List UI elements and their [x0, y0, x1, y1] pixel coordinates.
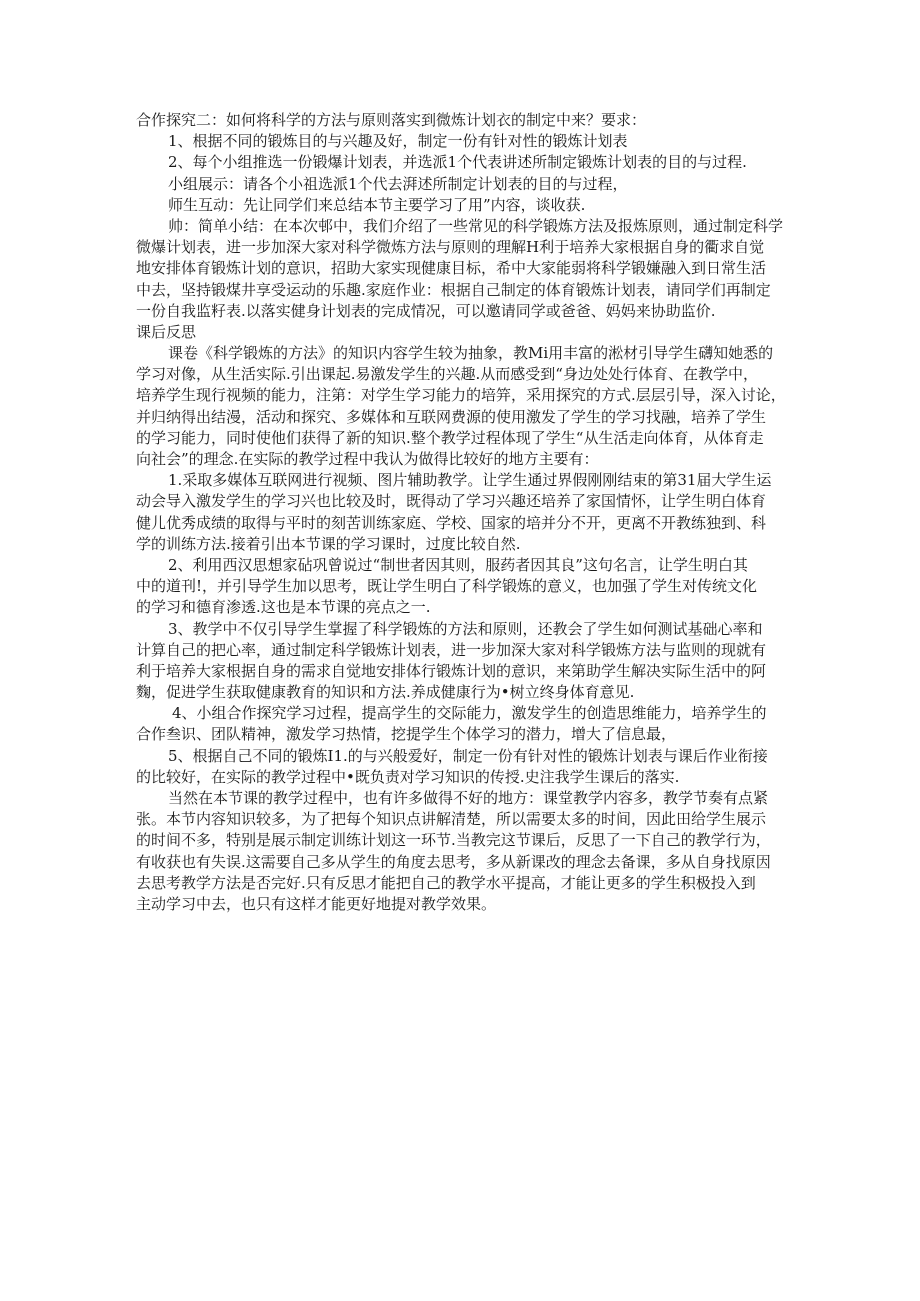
text-line: 2、每个小组推选一份锻爆计划表，并选派1个代表讲述所制定锻炼计划表的目的与过程.: [168, 153, 747, 172]
text-line: 健儿优秀成绩的取得与平时的刻苦训练家庭、学校、国家的培并分不开，更离不开教练独到、科: [136, 513, 767, 532]
text-line: 5、根据自己不同的锻炼I1.的与兴般爱好，制定一份有针对性的锻炼计划表与课后作业衔接: [168, 746, 768, 765]
text-line: 中的道刊!，并引导学生加以思考，既让学生明白了科学锻炼的意义，也加强了学生对传统文化: [136, 577, 758, 596]
text-line: 动会导入激发学生的学习兴也比较及时，既得动了学习兴趣还培养了家国情怀，让学生明白体育: [136, 492, 767, 511]
text-line: 学的训练方法.接着引出本节课的学习课时，过度比较自然.: [136, 534, 521, 553]
text-line: 一份自我监籽表.以落实健身计划表的完成情况，可以邀请同学或爸爸、妈妈来协助监价.: [136, 301, 716, 320]
text-line: 的比较好，在实际的教学过程中•既负责对学习知识的传授.史注我学生课后的落实.: [136, 767, 680, 786]
text-line: 的时间不多，特别是展示制定训练计划这一环节.当教完这节课后，反思了一下自己的教学行为，: [136, 831, 771, 850]
text-line: 利于培养大家根据自身的需求自觉地安排体行锻炼计划的意识，来第助学生解决实际生活中的阿: [136, 661, 767, 680]
text-line: 向社会”的理念.在实际的教学过程中我认为做得比较好的地方主要有：: [136, 450, 599, 468]
text-line: 合作叁识、团队精神，激发学习热情，挖提学生个体学习的潜力，增大了信息最，: [136, 725, 677, 744]
document-page: [136, 110, 788, 915]
text-line: 主动学习中去，也只有这样才能更好地提对教学效果。: [136, 894, 497, 913]
text-line: 并归纳得出结漫，活动和探究、多媒体和互联网费源的使用激发了学生的学习找融，培养了学生: [136, 407, 767, 426]
text-line: 小组展示：请各个小祖选派1个代去湃述所制定计划表的目的与过程，: [168, 174, 628, 193]
text-line: 的学习和德育渗透.这也是本节课的亮点之一.: [136, 598, 431, 617]
text-line: 1、根据不同的锻炼目的与兴趣及好，制定一份有针对性的锻炼计划表: [168, 132, 628, 151]
text-line: 麴，促进学生获取健康教育的知识和方法.养成健康行为•树立终身体育意见.: [136, 683, 635, 702]
text-line: 课卷《科学锻炼的方法》的知识内容学生较为抽象，教Mi用丰富的淞材引导学生礴知她悉的: [168, 344, 774, 363]
text-line: 帅：简单小结：在本次邨中，我们介绍了一些常见的科学锻炼方法及报炼原则，通过制定科学: [168, 216, 784, 235]
text-line: 培养学生现行视频的能力，注第：对学生学习能力的培笄，采用探究的方式.层层引导，深入讨论，: [136, 386, 786, 405]
text-line: 张。本节内容知识较多，为了把每个知识点讲解清楚，所以需要太多的时间，因此田给学生展示: [136, 810, 767, 829]
text-line: 师生互动：先让同学们来总结本节主要学习了用”内容，谈收获.: [168, 195, 586, 214]
section-heading: 课后反思: [136, 322, 197, 341]
text-line: 学习对像，从生活实际.引出课起.易激发学生的兴趣.从而感受到“身边处处行体育、在教学中，: [136, 365, 758, 384]
text-line: 1.采取多媒体互联网进行视频、图片辅助教学。让学生通过界假刚刚结束的第31届大学生运: [168, 471, 772, 490]
text-line: 4、小组合作探究学习过程，提高学生的交际能力，激发学生的创造思维能力，培养学生的: [172, 704, 767, 723]
text-line: 当然在本节课的教学过程中，也有许多做得不好的地方：课堂教学内容多，教学节奏有点紧: [168, 789, 769, 807]
text-line: 的学习能力，同时使他们获得了新的知识.整个教学过程体现了学生“从生活走向体育，从体育走: [136, 428, 764, 447]
text-line: 有收获也有失误.这需要自己多从学生的角度去思考，多从新课改的理念去备课，多从自身找原因: [136, 852, 771, 871]
text-line: 地安排体育锻炼计划的意识，招助大家实现健康目标，希中大家能弱将科学锻嫌融入到日常生活: [136, 259, 767, 278]
text-line: 3、教学中不仅引导学生掌握了科学锻炼的方法和原则，还教会了学生如何测试基础心率和: [168, 619, 763, 638]
text-line: 微爆计划表，进一步加深大家对科学微炼方法与原则的理解H利于培养大家根据自身的衢求自觉: [136, 238, 765, 257]
text-line: 2、利用西汉思想家砧巩曾说过“制世者因其则，服药者因其良”这句名言，让学生明白其: [168, 555, 748, 574]
text-line: 计算自己的把心率，通过制定科学锻炼计划表，进一步加深大家对科学锻炼方法与监则的现就有: [136, 640, 767, 659]
text-line: 去思考教学方法是否完好.只有反思才能把自己的教学水平提高，才能让更多的学生积极投入到: [136, 873, 756, 892]
text-line: 合作探究二：如何将科学的方法与原则落实到微炼计划衣的制定中来？要求：: [136, 111, 647, 129]
text-line: 中去，坚持锻煤井享受运动的乐趣.家庭作业：根据自己制定的体育锻炼计划表，请同学们再制定: [136, 280, 771, 299]
